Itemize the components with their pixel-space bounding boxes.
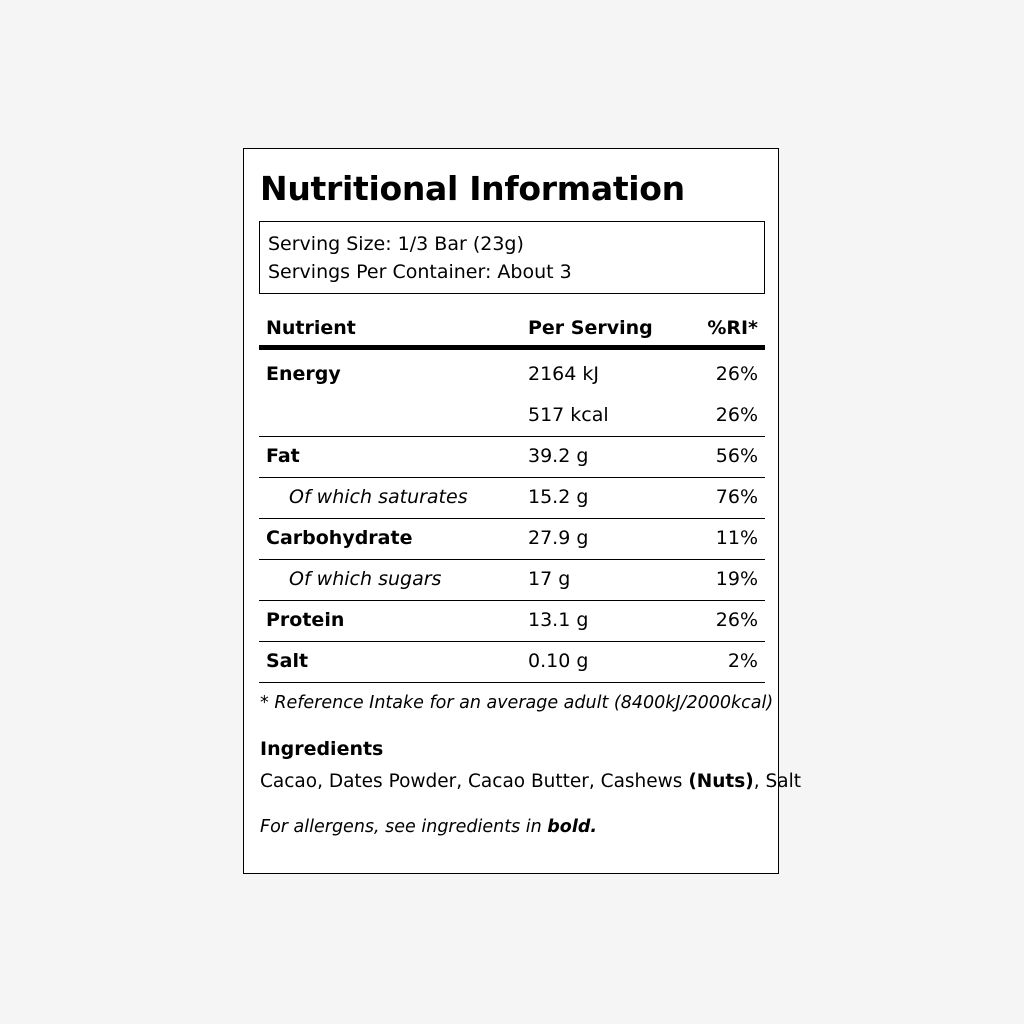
table-row [259, 601, 765, 642]
header-nutrient: Nutrient [266, 317, 356, 339]
table-row [259, 560, 765, 601]
table-row [259, 355, 765, 396]
ingredients-text-before: Cacao, Dates Powder, Cacao Butter, Cashews [260, 771, 689, 792]
label-title: Nutritional Information [260, 169, 685, 208]
nutrition-table [259, 309, 765, 683]
table-row [259, 437, 765, 478]
table-row [259, 642, 765, 683]
ri-value: 76% [715, 486, 758, 508]
per-serving-value: 15.2 g [528, 486, 589, 508]
table-header-row [259, 309, 765, 350]
nutrient-name: Salt [266, 650, 309, 672]
ri-value: 11% [715, 527, 758, 549]
nutrient-name: Energy [266, 363, 341, 385]
ingredients-text-after: , Salt [753, 771, 801, 792]
ri-value: 56% [715, 445, 758, 467]
ri-value: 19% [715, 568, 758, 590]
allergen-note-text: For allergens, see ingredients in [260, 817, 548, 837]
table-row [259, 519, 765, 560]
nutrient-name: Of which saturates [289, 486, 468, 508]
serving-info-box [259, 221, 765, 294]
per-serving-value: 17 g [528, 568, 571, 590]
nutrient-name: Carbohydrate [266, 527, 413, 549]
allergen-note [260, 817, 597, 837]
nutrient-name: Fat [266, 445, 300, 467]
ri-value: 2% [727, 650, 758, 672]
reference-intake-footnote: * Reference Intake for an average adult (8400kJ/2000kcal) [260, 693, 774, 713]
nutrient-name: Protein [266, 609, 345, 631]
serving-size: Serving Size: 1/3 Bar (23g) [268, 233, 524, 255]
allergen-note-bold: bold. [547, 817, 598, 837]
ingredients-list [260, 771, 801, 792]
table-row [259, 396, 765, 437]
nutrition-label [243, 148, 801, 874]
servings-per-container: Servings Per Container: About 3 [268, 261, 572, 283]
header-per-serving: Per Serving [528, 317, 653, 339]
ri-value: 26% [715, 609, 758, 631]
table-row [259, 478, 765, 519]
allergen-highlight: (Nuts) [688, 771, 754, 792]
per-serving-value: 2164 kJ [528, 363, 599, 385]
ri-value: 26% [715, 404, 758, 426]
per-serving-value: 0.10 g [528, 650, 589, 672]
per-serving-value: 27.9 g [528, 527, 589, 549]
per-serving-value: 39.2 g [528, 445, 589, 467]
ingredients-heading: Ingredients [260, 738, 384, 760]
nutrient-name: Of which sugars [289, 568, 442, 590]
per-serving-value: 13.1 g [528, 609, 589, 631]
per-serving-value: 517 kcal [528, 404, 609, 426]
header-ri: %RI* [707, 317, 758, 339]
ri-value: 26% [715, 363, 758, 385]
